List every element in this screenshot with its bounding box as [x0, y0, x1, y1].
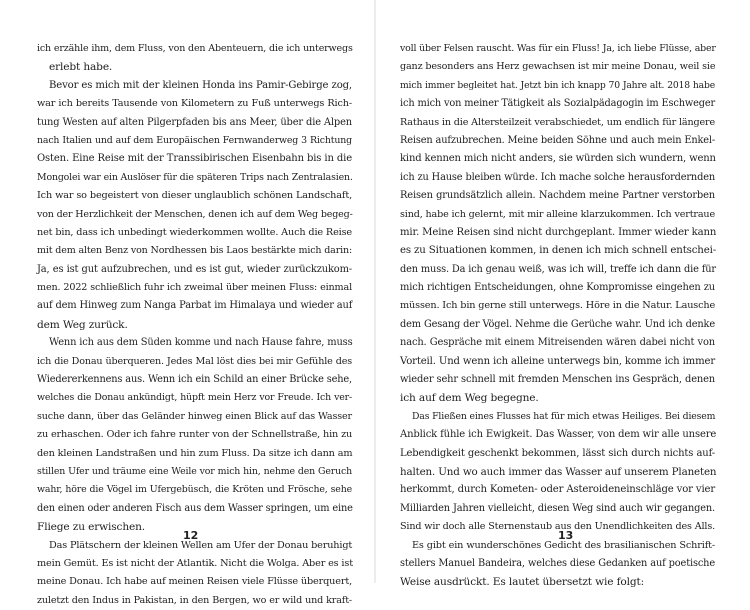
text-line: meine Donau. Ich habe auf meinen Reisen viele Flüsse überquert,: [37, 576, 352, 588]
text-line: dem Weg zurück.: [37, 318, 128, 331]
text-line: den kleinen Landstraßen und hin zum Fluss. Da sitze ich dann am: [37, 447, 353, 459]
text-line: mich immer begleitet hat. Jetzt bin ich knapp 70 Jahre alt. 2018 habe: [400, 79, 715, 91]
text-line-part: Meine beiden Söhne und auch mein Enkel-: [507, 134, 716, 146]
text-line: stellers Manuel Bandeira, welches diese Gedanken auf poetische: [400, 557, 715, 569]
text-line: Ich war so begeistert von dieser unglaublich schönen Landschaft,: [37, 190, 352, 202]
text-line: mir. Meine Reisen sind nicht durchgeplant. Immer wieder kann: [400, 226, 717, 238]
text-line: ich erzähle ihm, dem Fluss, von den Abenteuern, die ich unterwegs: [37, 43, 353, 54]
text-line: nach Italien und auf dem Europäischen Fernwanderweg 3 Richtung: [37, 134, 352, 146]
text-line: Reisen grundsätzlich allein. Nachdem meine Partner verstorben: [400, 190, 715, 202]
left-page: [0, 0, 375, 606]
text-line: ich mich von meiner Tätigkeit als Sozialpädagogin im Eschweger: [400, 98, 716, 110]
left-page-number: 12: [183, 529, 199, 542]
text-line: ganz besonders ans Herz gewachsen ist mir meine Donau, weil sie: [400, 61, 716, 73]
text-line: Ja, es ist gut aufzubrechen, und es ist gut, wieder zurückzukom-: [37, 263, 352, 275]
text-line: Das Plätschern der kleinen Wellen am Ufer der Donau beruhigt: [49, 539, 353, 551]
text-line: sind, habe ich gelernt, mit mir alleine klarzukommen. Ich vertraue: [400, 208, 715, 220]
text-line: den einen oder anderen Fisch aus dem Wasser springen, um eine: [37, 502, 353, 514]
text-line: welches die Donau ankündigt, hüpft mein Herz vor Freude. Ich ver-: [37, 392, 352, 404]
text-line: zuletzt den Indus in Pakistan, in den Bergen, wo er wild und kraft-: [37, 594, 352, 606]
right-page-number: 13: [558, 529, 574, 542]
text-line: ich auf dem Weg begegne.: [400, 392, 539, 405]
text-line: mich richtigen Entscheidungen, ohne Kompromisse eingehen zu: [400, 282, 715, 294]
left-page-body-text: [37, 40, 352, 610]
text-line: Es gibt ein wunderschönes Gedicht des brasilianischen Schrift-: [412, 539, 715, 551]
text-line: nach. Gespräche mit einem Mitreisenden wären dabei nicht von: [400, 337, 715, 349]
text-line: Weise ausdrückt. Es lautet übersetzt wie folgt:: [400, 576, 645, 589]
text-line: kind kennen mich nicht anders, sie würden sich wundern, wenn: [400, 153, 716, 165]
text-line: wahr, höre die Vögel im Ufergebüsch, die Kröten und Frösche, sehe: [37, 484, 352, 496]
text-line-part: Reisen aufzubrechen.: [400, 134, 505, 146]
text-line: von der Herzlichkeit der Menschen, denen ich auf dem Weg begeg-: [37, 208, 353, 220]
text-line: Bevor es mich mit der kleinen Honda ins Pamir-Gebirge zog,: [49, 79, 352, 91]
text-line: Wiedererkennens aus. Wenn ich ein Schild an einer Brücke sehe,: [37, 374, 352, 386]
text-line: net bin, dass ich unbedingt wiederkommen wollte. Auch die Reise: [37, 226, 353, 238]
text-line: war ich bereits Tausende von Kilometern zu Fuß unterwegs Rich-: [37, 98, 352, 110]
text-line: Rathaus in die Altersteilzeit verabschiedet, um endlich für längere: [400, 116, 715, 128]
text-line: stillen Ufer und träume eine Weile vor mich hin, nehme den Geruch: [37, 465, 352, 477]
text-line: auf dem Hinweg zum Nanga Parbat im Himalaya und wieder auf: [37, 300, 353, 312]
text-line: Osten. Eine Reise mit der Transsibirischen Eisenbahn bis in die: [37, 153, 352, 165]
text-line: men. 2022 schließlich fuhr ich zweimal über meinen Fluss: einmal: [37, 282, 352, 294]
text-line: Das Fließen eines Flusses hat für mich etwas Heiliges. Bei diesem: [412, 410, 716, 422]
text-line: Wenn ich aus dem Süden komme und nach Hause fahre, muss: [49, 337, 353, 349]
text-line: es zu Situationen kommen, in denen ich mich schnell entschei-: [400, 245, 716, 257]
text-line: Milliarden Jahren vielleicht, diesen Weg sind auch wir gegangen.: [400, 502, 715, 514]
text-line: müssen. Ich bin gerne still unterwegs. Höre in die Natur. Lausche: [400, 300, 716, 312]
text-line: wieder sehr schnell mit fremden Menschen ins Gespräch, denen: [400, 374, 715, 386]
text-line: herkommt, durch Kometen- oder Asteroideneinschläge vor vier: [400, 484, 716, 496]
text-line: Mongolei war ein Auslöser für die späteren Trips nach Zentralasien.: [37, 171, 353, 183]
text-line: Anblick fühle ich Ewigkeit. Das Wasser, von dem wir alle unsere: [400, 429, 717, 441]
text-line: dem Gesang der Vögel. Nehme die Gerüche wahr. Und ich denke: [400, 318, 715, 330]
text-line: mit dem alten Benz von Nordhessen bis Laos bestärkte mich darin:: [37, 245, 352, 257]
text-line: suche dann, über das Geländer hinweg einen Blick auf das Wasser: [37, 410, 352, 422]
text-line: tung Westen auf alten Pilgerpfaden bis ans Meer, über die Alpen: [37, 116, 352, 128]
text-line: mein Gemüt. Es ist nicht der Atlantik. Nicht die Wolga. Aber es ist: [37, 557, 353, 569]
text-line: zu erhaschen. Oder ich fahre runter von der Schnellstraße, hin zu: [37, 429, 353, 441]
text-line: ich die Donau überqueren. Jedes Mal löst dies bei mir Gefühle des: [37, 355, 352, 367]
text-line: halten. Und wo auch immer das Wasser auf unserem Planeten: [400, 465, 717, 478]
text-line: den muss. Da ich genau weiß, was ich will, treffe ich dann die für: [400, 263, 716, 275]
text-line: Fliege zu erwischen.: [37, 521, 146, 534]
text-line: Sind wir doch alle Sternenstaub aus den Unendlichkeiten des Alls.: [400, 521, 715, 533]
text-line: erlebt habe.: [49, 61, 113, 74]
right-page-body-text: [400, 40, 715, 592]
text-line: voll über Felsen rauscht. Was für ein Fluss! Ja, ich liebe Flüsse, aber: [400, 43, 716, 54]
text-line: ich zu Hause bleiben würde. Ich mache solche herausfordernden: [400, 171, 715, 183]
text-line: Vorteil. Und wenn ich alleine unterwegs bin, komme ich immer: [400, 355, 715, 367]
text-line: Lebendigkeit geschenkt bekommen, lässt sich durch nichts auf-: [400, 447, 715, 459]
text-line: [400, 132, 715, 150]
right-page: [375, 0, 750, 589]
